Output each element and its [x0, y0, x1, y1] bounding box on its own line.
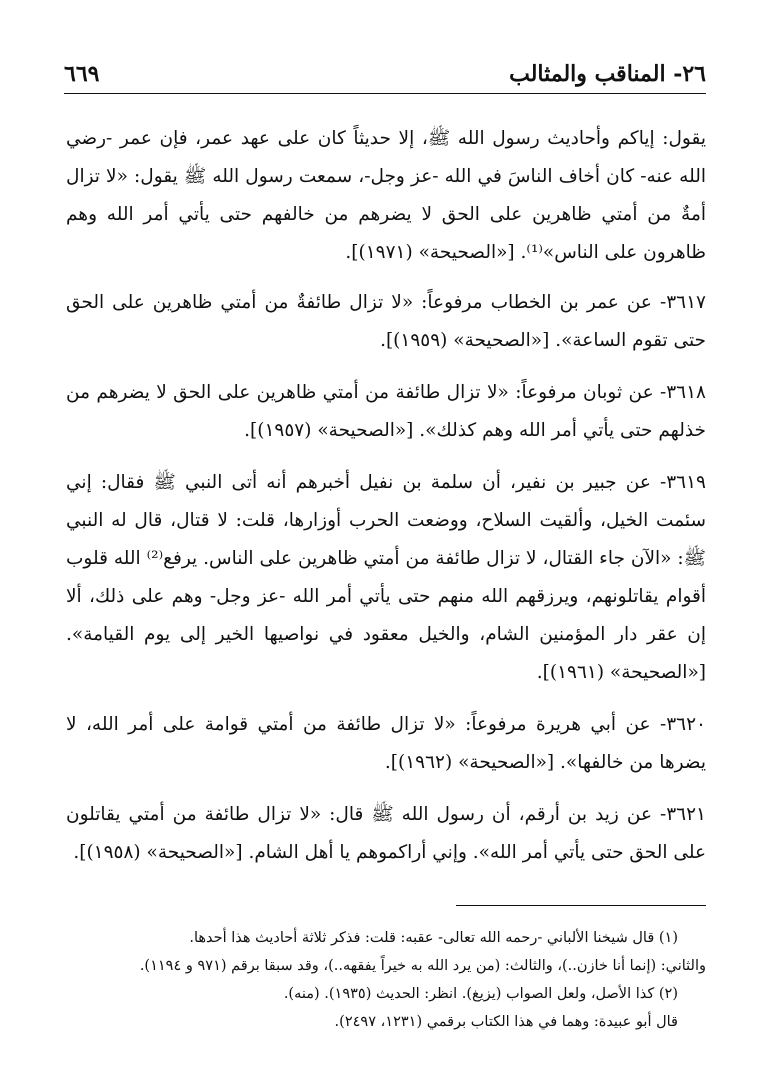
chapter-title: ٢٦- المناقب والمثالب — [509, 61, 706, 87]
hadith-3621: ٣٦٢١- عن زيد بن أرقم، أن رسول الله ﷺ قال: «لا تزال طائفة من أمتي يقاتلون على الحق حتى يأتي أمر الله». وإني أراكموهم يا أهل الشام. [«الصحيحة» (١٩٥٨)]. — [66, 804, 706, 863]
footnote-1-continued: والثاني: (إنما أنا خازن..)، والثالث: (من يرد الله به خيراً يفقهه..)، وقد سبقا برقم (٩٧١ و ١١٩٤). — [139, 958, 706, 974]
hadith-3618: ٣٦١٨- عن ثوبان مرفوعاً: «لا تزال طائفة من أمتي ظاهرين على الحق لا يضرهم من خذلهم حتى يأتي أمر الله وهم كذلك». [«الصحيحة» (١٩٥٧)]. — [66, 382, 706, 441]
hadith-3617: ٣٦١٧- عن عمر بن الخطاب مرفوعاً: «لا تزال طائفةٌ من أمتي ظاهرين على الحق حتى تقوم الساعة». [«الصحيحة» (١٩٥٩)]. — [66, 292, 706, 351]
main-text — [66, 120, 706, 886]
footnote-divider — [456, 905, 706, 906]
page-header — [64, 58, 706, 92]
paragraph-continuation: يقول: إياكم وأحاديث رسول الله ﷺ، إلا حديثاً كان على عهد عمر، فإن عمر -رضي الله عنه- كان أخاف الناسَ في الله -عز وجل-، سمعت رسول الله ﷺ يقول: «لا تزال أمةٌ من أمتي ظاهرين على الحق لا يضرهم من خالفهم حتى يأتي أمر الله وهم ظاهرون على الناس»⁽¹⁾. [«الصحيحة» (١٩٧١)]. — [66, 128, 706, 263]
footnotes — [66, 924, 706, 1036]
footnote-2-note: قال أبو عبيدة: وهما في هذا الكتاب برقمي (١٢٣١، ٢٤٩٧). — [334, 1014, 678, 1030]
page-number: ٦٦٩ — [64, 61, 100, 87]
header-divider — [64, 93, 706, 94]
footnote-1: (١) قال شيخنا الألباني -رحمه الله تعالى- عقبه: قلت: فذكر ثلاثة أحاديث هذا أحدها. — [189, 930, 678, 946]
footnote-2: (٢) كذا الأصل، ولعل الصواب (يزيغ). انظر: الحديث (١٩٣٥). (منه). — [283, 986, 678, 1002]
hadith-3619: ٣٦١٩- عن جبير بن نفير، أن سلمة بن نفيل أخبرهم أنه أتى النبي ﷺ فقال: إني سئمت الخيل، وألقيت السلاح، ووضعت الحرب أوزارها، قلت: لا قتال، قال له النبي ﷺ: «الآن جاء القتال، لا تزال طائفة من أمتي ظاهرين على الناس. يرفع⁽²⁾ الله قلوب أقوام يقاتلونهم، ويرزقهم الله منهم حتى يأتي أمر الله -عز وجل- وهم على ذلك، ألا إن عقر دار المؤمنين الشام، والخيل معقود في نواصيها الخير إلى يوم القيامة». [«الصحيحة» (١٩٦١)]. — [66, 472, 706, 683]
hadith-3620: ٣٦٢٠- عن أبي هريرة مرفوعاً: «لا تزال طائفة من أمتي قوامة على أمر الله، لا يضرها من خالفها». [«الصحيحة» (١٩٦٢)]. — [66, 714, 706, 773]
